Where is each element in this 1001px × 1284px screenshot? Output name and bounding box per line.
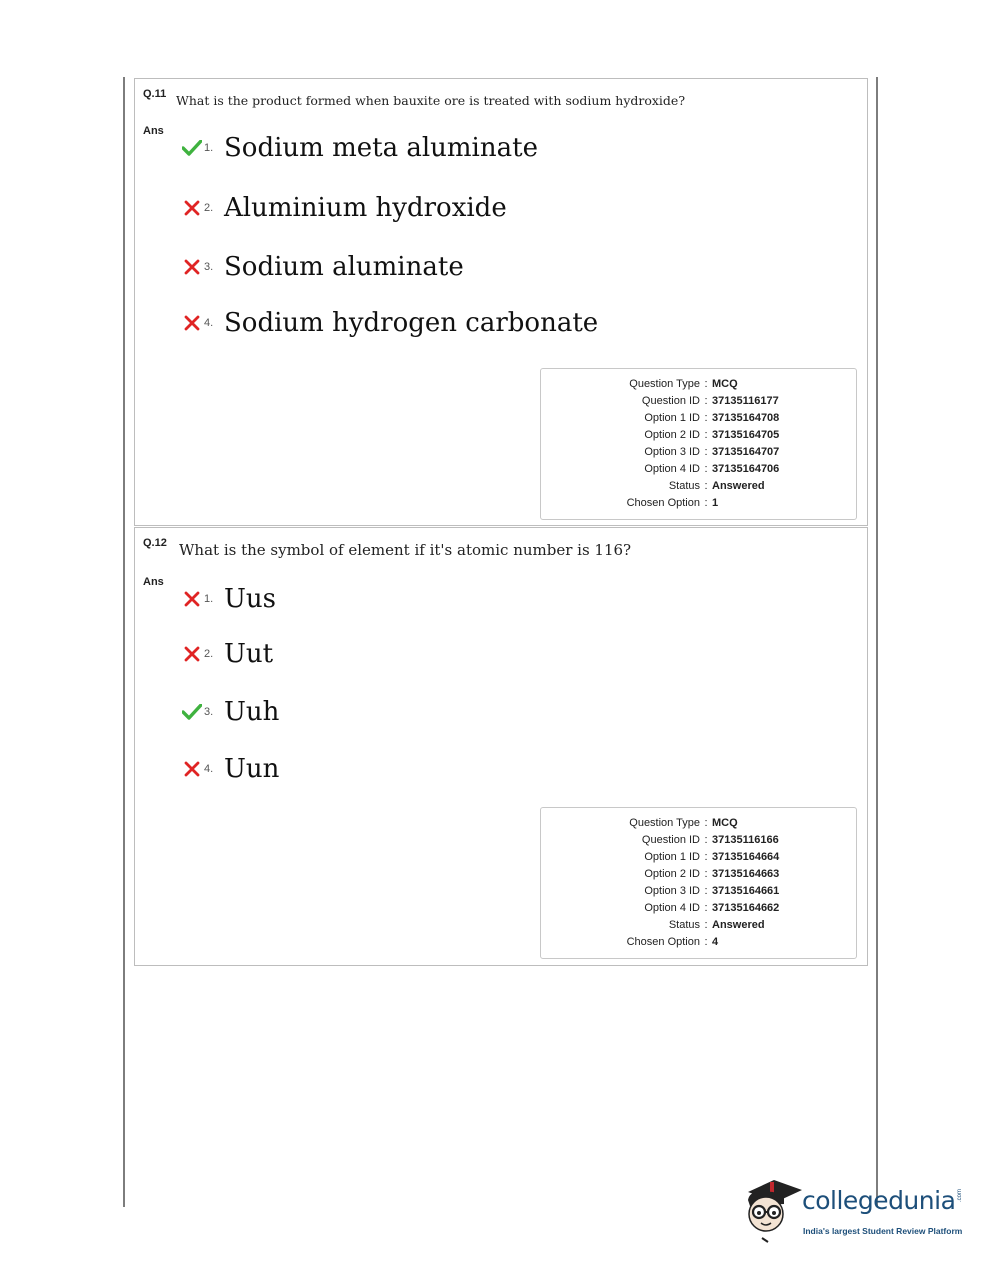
question-meta-panel (540, 807, 857, 959)
meta-row (541, 883, 856, 900)
meta-value: 37135164662 (712, 902, 780, 914)
option-item (181, 751, 279, 787)
option-number: 3. (204, 706, 214, 718)
page-border-left (123, 77, 125, 1207)
meta-label: Status (668, 480, 700, 492)
meta-separator: : (704, 936, 708, 948)
option-text: Sodium meta aluminate (224, 133, 538, 163)
check-icon (181, 704, 203, 720)
meta-label: Option 1 ID (644, 851, 700, 863)
question-number: Q.11 (143, 88, 167, 100)
meta-row (541, 900, 856, 917)
page-border-right (876, 77, 878, 1207)
option-number: 1. (204, 593, 214, 605)
meta-row (541, 427, 856, 444)
option-item (181, 636, 273, 672)
check-icon (181, 140, 203, 156)
meta-row (541, 461, 856, 478)
meta-label: Chosen Option (626, 936, 700, 948)
meta-label: Option 3 ID (644, 885, 700, 897)
meta-separator: : (704, 902, 708, 914)
collegedunia-logo[interactable] (742, 1176, 972, 1246)
question-text: What is the symbol of element if it's atomic number is 116? (179, 541, 632, 559)
option-text: Sodium hydrogen carbonate (224, 308, 599, 338)
meta-value: 37135164707 (712, 446, 780, 458)
meta-row (541, 410, 856, 427)
option-item (181, 130, 538, 166)
meta-value: 37135116166 (712, 834, 779, 846)
meta-label: Question ID (641, 834, 700, 846)
cross-icon (181, 646, 203, 662)
option-item (181, 694, 279, 730)
cross-icon (181, 315, 203, 331)
option-text: Aluminium hydroxide (224, 193, 507, 223)
meta-row (541, 495, 856, 512)
option-item (181, 581, 276, 617)
meta-value: 37135164663 (712, 868, 780, 880)
meta-value: 37135164664 (712, 851, 780, 863)
option-text: Uut (224, 639, 274, 669)
meta-label: Option 4 ID (644, 902, 700, 914)
question-card (134, 527, 868, 966)
option-number: 2. (204, 648, 214, 660)
meta-value: 37135164706 (712, 463, 780, 475)
meta-row (541, 444, 856, 461)
meta-row (541, 934, 856, 951)
option-item (181, 190, 507, 226)
meta-separator: : (704, 378, 708, 390)
meta-separator: : (704, 395, 708, 407)
option-item (181, 305, 598, 341)
meta-value: Answered (712, 480, 765, 492)
meta-separator: : (704, 817, 708, 829)
option-text: Uus (224, 584, 276, 614)
question-number: Q.12 (143, 537, 167, 549)
option-number: 4. (204, 763, 214, 775)
meta-value: 37135164661 (712, 885, 780, 897)
option-item (181, 249, 464, 285)
question-card (134, 78, 868, 526)
option-text: Sodium aluminate (224, 252, 464, 282)
meta-separator: : (704, 463, 708, 475)
answer-label: Ans (143, 576, 164, 588)
meta-value: 37135164708 (712, 412, 780, 424)
meta-label: Question ID (641, 395, 700, 407)
option-text: Uun (224, 754, 280, 784)
option-number: 2. (204, 202, 214, 214)
cross-icon (181, 259, 203, 275)
logo-tagline: India's largest Student Review Platform (803, 1226, 963, 1236)
meta-row (541, 849, 856, 866)
meta-value: 4 (712, 936, 719, 948)
meta-label: Option 2 ID (644, 429, 700, 441)
meta-separator: : (704, 446, 708, 458)
meta-value: 1 (712, 497, 719, 509)
logo-com-text: .com (957, 1188, 963, 1202)
meta-separator: : (704, 412, 708, 424)
option-number: 3. (204, 261, 214, 273)
meta-value: 37135164705 (712, 429, 780, 441)
meta-label: Status (668, 919, 700, 931)
meta-row (541, 393, 856, 410)
answer-label: Ans (143, 125, 164, 137)
meta-label: Option 4 ID (644, 463, 700, 475)
meta-label: Option 2 ID (644, 868, 700, 880)
meta-row (541, 917, 856, 934)
meta-value: Answered (712, 919, 765, 931)
meta-separator: : (704, 429, 708, 441)
meta-separator: : (704, 497, 708, 509)
question-text: What is the product formed when bauxite ore is treated with sodium hydroxide? (176, 93, 686, 108)
meta-row (541, 866, 856, 883)
meta-label: Option 1 ID (644, 412, 700, 424)
meta-label: Question Type (629, 817, 700, 829)
mascot-icon (742, 1176, 804, 1246)
meta-separator: : (704, 868, 708, 880)
cross-icon (181, 761, 203, 777)
meta-separator: : (704, 834, 708, 846)
cross-icon (181, 200, 203, 216)
meta-separator: : (704, 851, 708, 863)
meta-label: Question Type (629, 378, 700, 390)
meta-separator: : (704, 885, 708, 897)
meta-row (541, 478, 856, 495)
meta-label: Option 3 ID (644, 446, 700, 458)
meta-label: Chosen Option (626, 497, 700, 509)
option-number: 1. (204, 142, 214, 154)
option-text: Uuh (224, 697, 280, 727)
meta-row (541, 832, 856, 849)
meta-row (541, 376, 856, 393)
meta-value: MCQ (712, 817, 738, 829)
option-number: 4. (204, 317, 214, 329)
meta-separator: : (704, 480, 708, 492)
logo-brand-text: collegedunia (802, 1186, 956, 1215)
meta-row (541, 815, 856, 832)
question-meta-panel (540, 368, 857, 520)
cross-icon (181, 591, 203, 607)
meta-value: 37135116177 (712, 395, 779, 407)
meta-value: MCQ (712, 378, 738, 390)
meta-separator: : (704, 919, 708, 931)
